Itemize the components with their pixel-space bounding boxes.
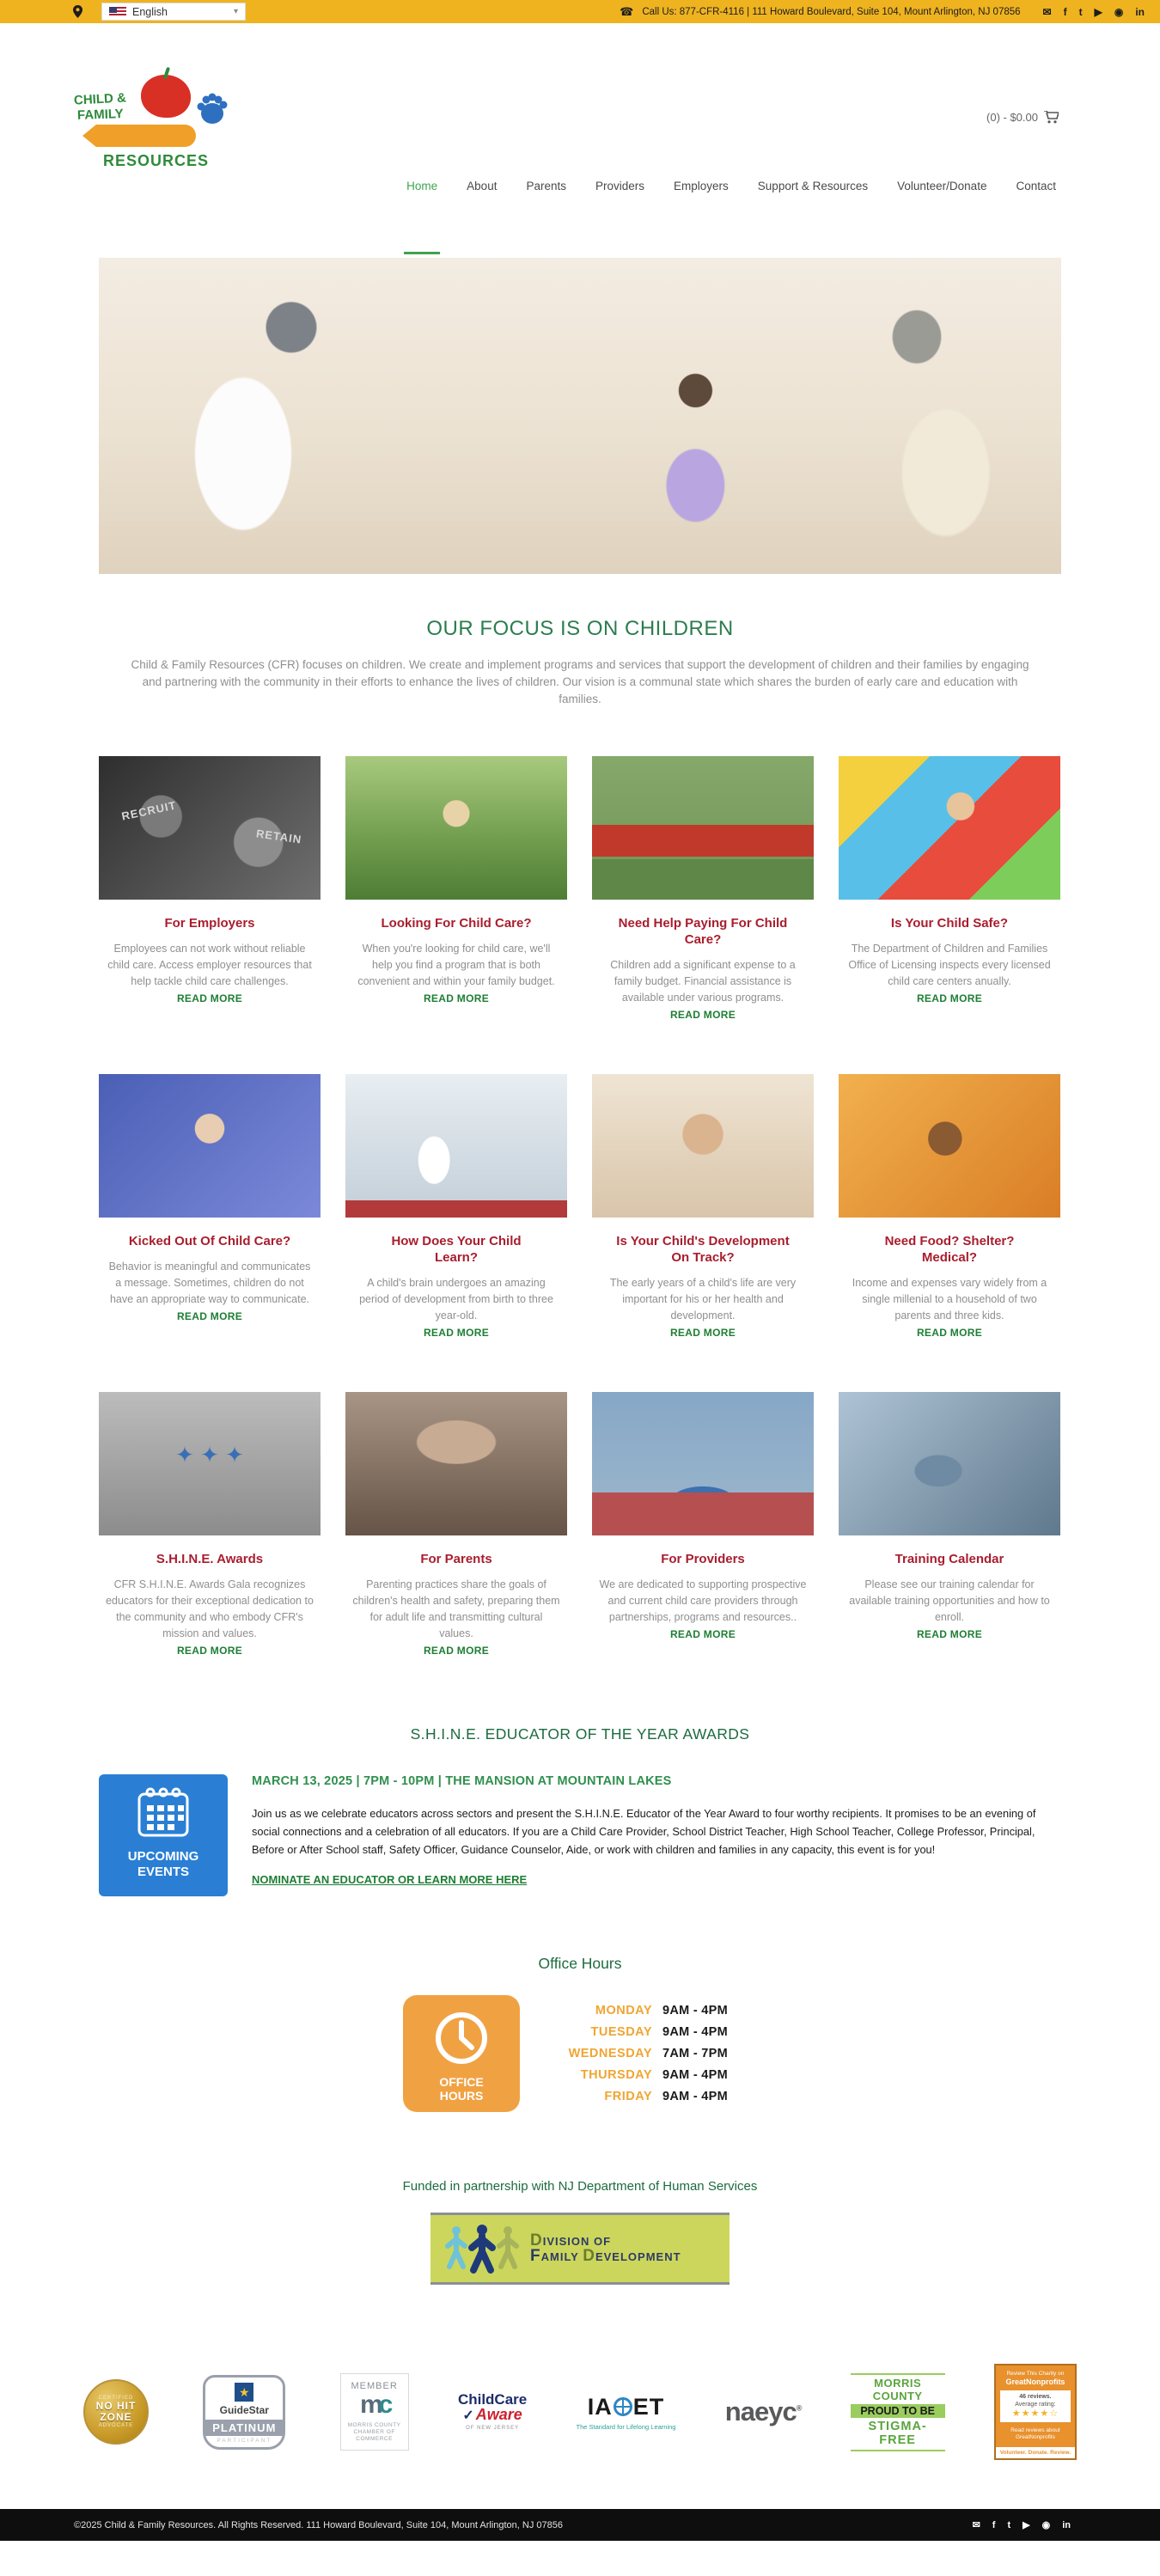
intro-section	[0, 617, 1160, 708]
apple-icon	[141, 75, 191, 118]
schedule-time: 7AM - 7PM	[662, 2046, 729, 2060]
nav-support-resources[interactable]: Support & Resources	[757, 180, 869, 192]
childcare-aware-badge[interactable]	[458, 2393, 527, 2431]
card-how-child-learns	[345, 1074, 567, 1358]
card-description: Children add a significant expense to a family budget. Financial assistance is available under various programs.	[610, 959, 796, 1004]
language-label: English	[132, 5, 168, 18]
card-image-award-trophies[interactable]	[99, 1392, 321, 1535]
guidestar-name: GuideStar	[219, 2403, 269, 2416]
guidestar-platinum-badge[interactable]	[198, 2375, 290, 2450]
gnp-top: Review This Charity on	[1006, 2371, 1065, 2377]
card-description: Behavior is meaningful and communicates a message. Sometimes, children do not have an appropriate way to communicate.	[108, 1261, 311, 1305]
guidestar-star-icon: ★	[235, 2383, 253, 2402]
guidestar-sub: PARTICIPANT	[217, 2437, 272, 2444]
card-title[interactable]: Kicked Out Of Child Care?	[128, 1234, 291, 1248]
card-training-calendar	[839, 1392, 1060, 1676]
event-description: Join us as we celebrate educators across sectors and present the S.H.I.N.E. Educator of the Year Award to four worthy recipients. It promises to be an evening of social connections and a celebration of all educators. If you are a Child Care Provider, School District Teacher, High School Teacher, College Professor, Principal, Before or After School staff, Safety Officer, Guidance Counselor, Aide, or work with children and families in any capacity, this event is for you!	[252, 1807, 1036, 1856]
office-label-line1: OFFICE	[439, 2075, 484, 2089]
nav-home[interactable]: Home	[392, 180, 452, 192]
schedule-time: 9AM - 4PM	[662, 2003, 729, 2017]
card-need-food-shelter	[839, 1074, 1060, 1358]
iacet-badge[interactable]	[577, 2394, 676, 2431]
nav-parents[interactable]: Parents	[526, 180, 566, 192]
read-more-link[interactable]: READ MORE	[176, 1310, 243, 1322]
office-hours-schedule	[549, 2000, 757, 2108]
copyright-text: ©2025 Child & Family Resources. All Rights Reserved. 111 Howard Boulevard, Suite 104, Mount Arlington, NJ 07856	[74, 2519, 563, 2530]
handprint-icon	[194, 90, 230, 128]
dfd-cap-d2: D	[583, 2247, 595, 2265]
topics-grid	[99, 756, 1061, 1676]
stigma-free-badge[interactable]	[851, 2373, 945, 2451]
funded-text: Funded in partnership with NJ Department of Human Services	[402, 2179, 758, 2194]
card-title[interactable]: Is Your Child's Development On Track?	[616, 1234, 790, 1265]
card-kicked-out	[99, 1074, 321, 1358]
mc-sub1: MORRIS COUNTY	[347, 2422, 401, 2428]
schedule-row	[549, 2086, 757, 2108]
card-image-baby[interactable]	[592, 1074, 814, 1218]
cart-total: (0) - $0.00	[986, 111, 1038, 124]
facebook-icon[interactable]: f	[1063, 5, 1067, 18]
nav-contact[interactable]: Contact	[1016, 180, 1056, 192]
card-for-employers	[99, 756, 321, 1040]
card-development-on-track	[592, 1074, 814, 1358]
card-for-parents	[345, 1392, 567, 1676]
events-label-line2: EVENTS	[137, 1865, 189, 1879]
morris-county-chamber-badge[interactable]	[340, 2373, 409, 2451]
schedule-row	[549, 2065, 757, 2086]
iacet-tagline: The Standard for Lifelong Learning	[576, 2422, 676, 2431]
calendar-icon	[135, 1786, 192, 1840]
dfd-word2: AMILY	[540, 2250, 583, 2263]
office-hours-badge	[403, 1995, 520, 2112]
no-hit-zone-badge[interactable]	[83, 2379, 149, 2445]
cca-sub: OF NEW JERSEY	[466, 2426, 520, 2431]
call-us-text: Call Us: 877-CFR-4116 | 111 Howard Boulevard, Suite 104, Mount Arlington, NJ 07856	[642, 6, 1021, 17]
card-image-girl-toothbrush[interactable]	[839, 1074, 1060, 1218]
card-title[interactable]: Is Your Child Safe?	[890, 916, 1009, 931]
nohit-line1: NO HIT	[95, 2400, 137, 2412]
read-more-link[interactable]: READ MORE	[176, 992, 243, 1004]
card-image-upset-girl[interactable]	[99, 1074, 321, 1218]
stigma-line2: PROUD TO BE	[851, 2404, 945, 2418]
nohit-line2: ZONE	[100, 2411, 132, 2423]
read-more-link[interactable]: READ MORE	[669, 1628, 736, 1640]
site-header	[0, 23, 1160, 238]
gear-word-retain: RETAIN	[254, 827, 302, 846]
schedule-time: 9AM - 4PM	[662, 2024, 729, 2039]
division-family-development-logo[interactable]	[430, 2213, 730, 2285]
funded-section	[0, 2179, 1160, 2285]
card-description: We are dedicated to supporting prospective and current child care providers through partnerships, programs and resources..	[599, 1578, 807, 1623]
schedule-day: TUESDAY	[590, 2024, 652, 2039]
card-image-park-bench[interactable]	[592, 756, 814, 900]
youtube-icon[interactable]: ▶	[1094, 5, 1102, 18]
card-title[interactable]: Need Help Paying For Child Care?	[618, 916, 788, 947]
naeyc-badge[interactable]	[725, 2396, 802, 2427]
naeyc-reg: ®	[796, 2403, 802, 2413]
greatnonprofits-badge[interactable]	[994, 2364, 1077, 2460]
mc-sub3: COMMERCE	[356, 2436, 393, 2442]
card-shine-awards	[99, 1392, 321, 1676]
schedule-day: WEDNESDAY	[568, 2046, 652, 2060]
location-pin-icon	[73, 5, 82, 18]
card-description: The early years of a child's life are very important for his or her health and development.	[609, 1277, 797, 1322]
read-more-link[interactable]: READ MORE	[916, 1327, 983, 1339]
guidestar-tier: PLATINUM	[205, 2420, 283, 2436]
card-title[interactable]: Need Food? Shelter? Medical?	[884, 1234, 1015, 1265]
shine-awards-section	[99, 1725, 1061, 1896]
gnp-star-rating: ★★★★☆	[1011, 2408, 1059, 2419]
card-title[interactable]: Looking For Child Care?	[381, 916, 532, 931]
schedule-time: 9AM - 4PM	[662, 2089, 729, 2103]
mc-sub2: CHAMBER OF	[353, 2429, 395, 2435]
cart-button[interactable]	[986, 111, 1059, 124]
logo-text-resources: RESOURCES	[103, 152, 210, 169]
card-image-training[interactable]	[839, 1392, 1060, 1535]
nohit-top: CERTIFIED	[98, 2396, 134, 2401]
card-description: Parenting practices share the goals of children's health and safety, preparing them for adult life and transmitting cultural values.	[352, 1578, 560, 1639]
linkedin-icon[interactable]: in	[1135, 5, 1145, 18]
card-for-providers	[592, 1392, 814, 1676]
globe-icon	[614, 2397, 632, 2416]
events-label-line1: UPCOMING	[127, 1849, 199, 1864]
dfd-cap-d1: D	[530, 2231, 543, 2249]
top-bar	[0, 0, 1160, 23]
read-more-link[interactable]: READ MORE	[669, 1009, 736, 1021]
twitter-icon[interactable]: t	[1007, 2519, 1011, 2530]
mc-letter-c: c	[378, 2390, 389, 2419]
card-description: A child's brain undergoes an amazing period of development from birth to three year-old.	[359, 1277, 553, 1322]
gnp-review-count: 46 reviews.	[1019, 2394, 1052, 2400]
cart-icon	[1044, 111, 1059, 124]
schedule-day: FRIDAY	[604, 2089, 652, 2103]
card-looking-for-child-care	[345, 756, 567, 1040]
card-title[interactable]: For Providers	[661, 1552, 745, 1566]
card-image-family-group[interactable]	[345, 1392, 567, 1535]
intro-paragraph: Child & Family Resources (CFR) focuses on children. We create and implement programs and services that support the development of children and their families by engaging and partnering with the community in their efforts to enhance the lives of children. Our vision is a communal state which shares the burden of early care and education with families.	[131, 658, 1029, 705]
gnp-brand: GreatNonprofits	[1005, 2378, 1065, 2386]
cca-line1: ChildCare	[457, 2391, 528, 2408]
email-icon[interactable]: ✉	[1042, 5, 1052, 18]
facebook-icon[interactable]: f	[992, 2519, 996, 2530]
gear-word-recruit: RECRUIT	[120, 798, 178, 823]
card-title[interactable]: For Parents	[420, 1552, 492, 1566]
card-image-binoculars-kid[interactable]	[345, 756, 567, 900]
upcoming-events-badge[interactable]	[99, 1774, 228, 1896]
card-description: The Department of Children and Families Office of Licensing inspects every licensed child care centers anually.	[848, 943, 1051, 987]
dfd-word3: EVELOPMENT	[595, 2250, 681, 2263]
footer-bar	[0, 2509, 1160, 2541]
schedule-day: THURSDAY	[580, 2067, 652, 2082]
stigma-line1: MORRIS COUNTY	[851, 2373, 945, 2402]
shine-section-title: S.H.I.N.E. EDUCATOR OF THE YEAR AWARDS	[410, 1725, 750, 1743]
main-navigation	[392, 180, 1071, 192]
twitter-icon[interactable]: t	[1078, 5, 1083, 18]
logo-text-family: FAMILY	[76, 107, 124, 123]
card-image-classroom[interactable]	[592, 1392, 814, 1535]
office-hours-section	[0, 1955, 1160, 2112]
cca-line2	[458, 2407, 527, 2424]
schedule-day: MONDAY	[595, 2003, 652, 2017]
card-image-microscope-kids[interactable]	[345, 1074, 567, 1218]
cca-aware-text: Aware	[475, 2406, 522, 2423]
schedule-row	[549, 2043, 757, 2065]
nav-volunteer-donate[interactable]: Volunteer/Donate	[897, 180, 987, 192]
read-more-link[interactable]: READ MORE	[916, 992, 983, 1004]
linkedin-icon[interactable]: in	[1062, 2519, 1071, 2530]
read-more-link[interactable]: READ MORE	[423, 992, 490, 1004]
card-description: CFR S.H.I.N.E. Awards Gala recognizes educators for their exceptional dedication to the community and who embody CFR's mission and values.	[106, 1578, 314, 1639]
nav-providers[interactable]: Providers	[595, 180, 645, 192]
read-more-link[interactable]: READ MORE	[916, 1628, 983, 1640]
iacet-left: IA	[587, 2393, 613, 2420]
card-image-boy-blocks[interactable]	[839, 756, 1060, 900]
nav-about[interactable]: About	[467, 180, 498, 192]
schedule-row	[549, 2000, 757, 2022]
cca-check-icon: ✓	[462, 2408, 474, 2423]
nominate-educator-link[interactable]: NOMINATE AN EDUCATOR OR LEARN MORE HERE	[252, 1873, 528, 1886]
topbar-social-links	[1043, 6, 1145, 18]
dfd-cap-f: F	[530, 2247, 541, 2265]
dfd-word1: IVISION OF	[542, 2235, 612, 2248]
email-icon[interactable]: ✉	[972, 2520, 980, 2530]
event-date-line: MARCH 13, 2025 | 7PM - 10PM | THE MANSION AT MOUNTAIN LAKES	[252, 1774, 672, 1788]
read-more-link[interactable]: READ MORE	[423, 1645, 490, 1657]
instagram-icon[interactable]: ◉	[1114, 5, 1124, 18]
card-title[interactable]: S.H.I.N.E. Awards	[156, 1552, 264, 1566]
partner-badges-row	[83, 2364, 1077, 2460]
clock-icon	[432, 2009, 491, 2067]
read-more-link[interactable]: READ MORE	[423, 1327, 490, 1339]
mc-member-label: MEMBER	[351, 2381, 398, 2391]
dfd-logo-text	[530, 2233, 681, 2264]
card-description: When you're looking for child care, we'll help you find a program that is both convenient and within your family budget.	[357, 943, 555, 987]
carrot-icon	[82, 125, 196, 147]
naeyc-name: naeyc	[724, 2396, 797, 2426]
gnp-bottom: Volunteer. Donate. Review.	[996, 2447, 1075, 2458]
hero-image	[99, 258, 1061, 574]
phone-icon: ☎	[620, 4, 634, 18]
us-flag-icon	[109, 7, 126, 17]
schedule-row	[549, 2022, 757, 2043]
read-more-link[interactable]: READ MORE	[669, 1327, 736, 1339]
iacet-logo	[588, 2394, 665, 2420]
card-title[interactable]: Training Calendar	[894, 1552, 1004, 1566]
nohit-bottom: ADVOCATE	[98, 2423, 134, 2428]
stigma-line3: STIGMA-FREE	[851, 2420, 945, 2451]
card-title[interactable]: For Employers	[164, 916, 255, 931]
card-description: Employees can not work without reliable child care. Access employer resources that help tackle child care challenges.	[107, 943, 312, 987]
mc-logo	[345, 2391, 405, 2419]
mc-letter-m: m	[359, 2390, 379, 2419]
gnp-average-label: Average rating:	[1015, 2402, 1056, 2408]
card-description: Please see our training calendar for available training opportunities and how to enroll.	[849, 1578, 1050, 1623]
office-hours-title: Office Hours	[538, 1955, 622, 1972]
youtube-icon[interactable]: ▶	[1023, 2520, 1030, 2530]
nav-employers[interactable]: Employers	[674, 180, 729, 192]
card-help-paying	[592, 756, 814, 1040]
gnp-read-link[interactable]: Read reviews about GreatNonprofits	[1010, 2427, 1060, 2440]
page-title: OUR FOCUS IS ON CHILDREN	[426, 617, 734, 640]
card-title[interactable]: How Does Your Child Learn?	[391, 1234, 522, 1265]
site-logo[interactable]	[74, 68, 246, 197]
schedule-time: 9AM - 4PM	[662, 2067, 729, 2082]
office-label-line2: HOURS	[439, 2089, 484, 2103]
read-more-link[interactable]: READ MORE	[176, 1645, 243, 1657]
logo-text-child: CHILD &	[73, 90, 127, 108]
language-selector[interactable]	[101, 3, 246, 21]
footer-social-links	[973, 2519, 1071, 2530]
card-is-your-child-safe	[839, 756, 1060, 1040]
dfd-figures-icon	[443, 2222, 522, 2275]
instagram-icon[interactable]: ◉	[1041, 2520, 1051, 2530]
card-image-gears[interactable]	[99, 756, 321, 900]
card-description: Income and expenses vary widely from a single millenial to a household of two parents and three kids.	[852, 1277, 1047, 1322]
chevron-down-icon: ▾	[233, 7, 238, 16]
iacet-right: ET	[632, 2393, 665, 2420]
